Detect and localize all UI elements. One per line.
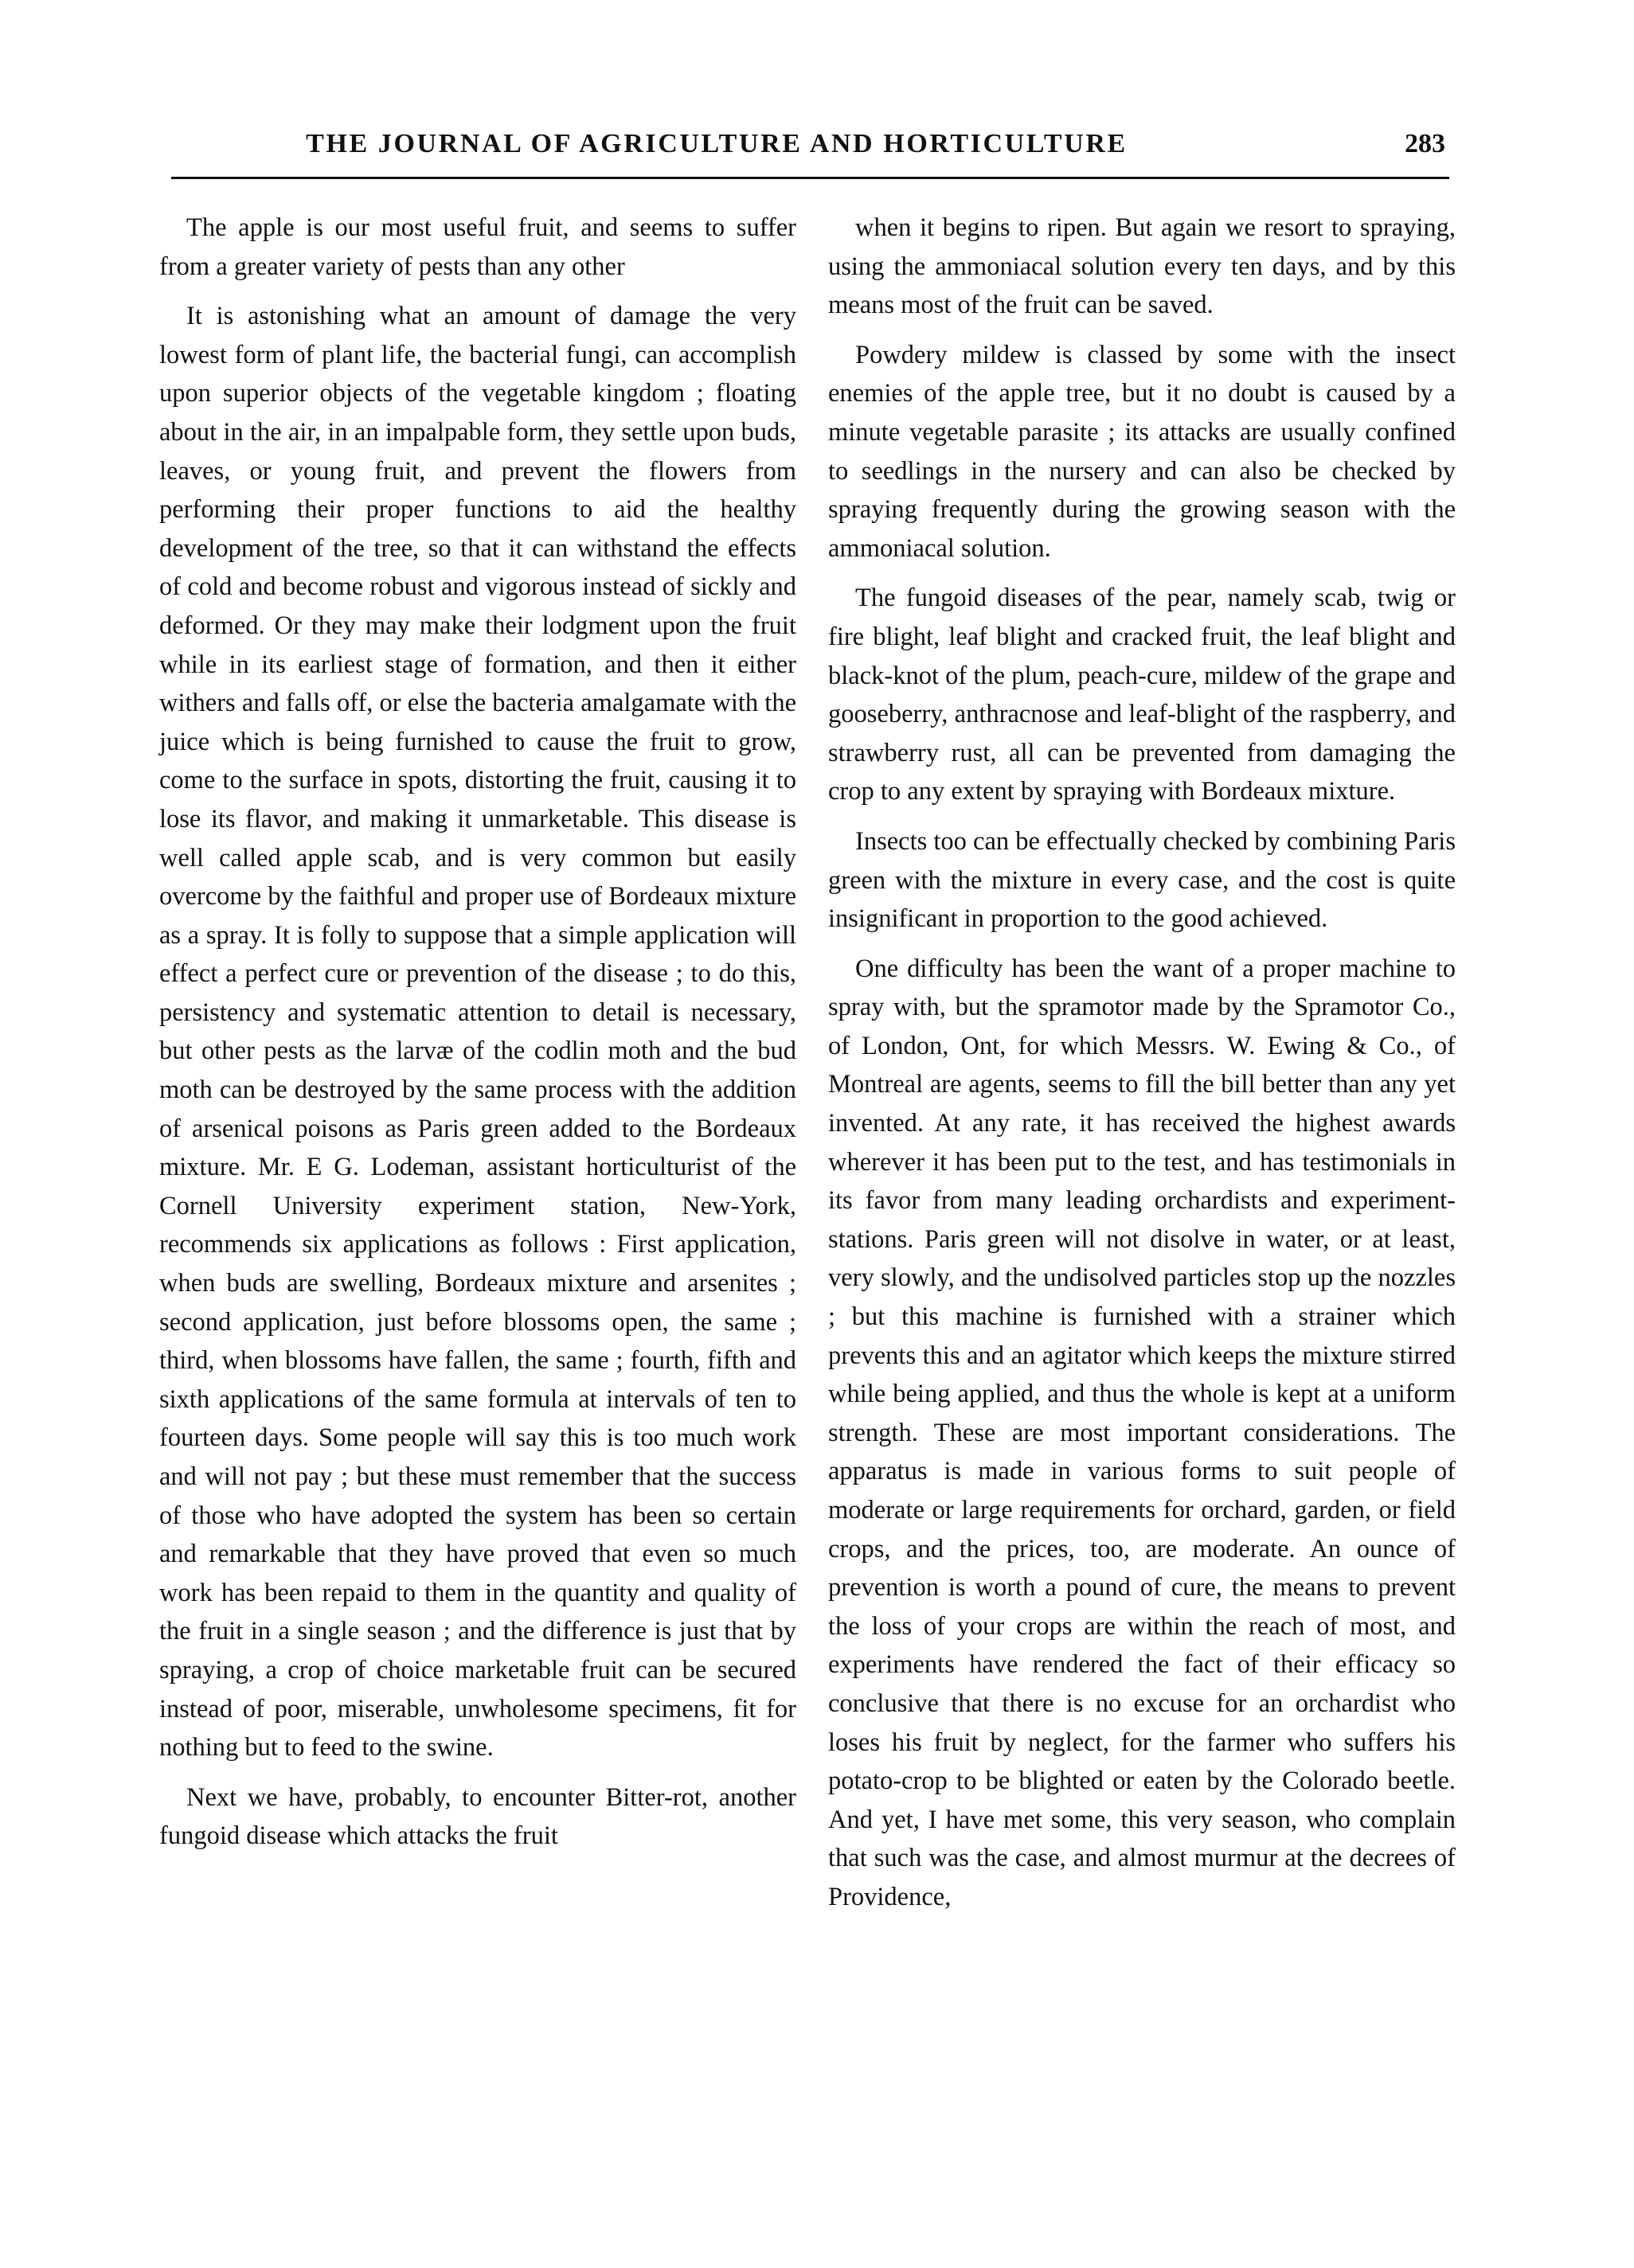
left-column [159, 209, 796, 1856]
paragraph-spramotor: One difficulty has been the want of a proper machine to spray with, but the spramotor made by the Spramotor Co., of London, Ont, for which Messrs. W. Ewing & Co., of Montreal are agents, seems to fill the bill better than any yet invented. At any rate, it has received the highest awards wherever it has been put to the test, and has testimonials in its favor from many leading orchardists and experiment-stations. Paris green will not disolve in water, or at least, very slowly, and the undisolved particles stop up the nozzles ; but this machine is furnished with a strainer which prevents this and an agitator which keeps the mixture stirred while being applied, and thus the whole is kept at a uniform strength. These are most important considerations. The apparatus is made in various forms to suit people of moderate or large requirements for orchard, garden, or field crops, and the prices, too, are moderate. An ounce of prevention is worth a pound of cure, the means to prevent the loss of your crops are within the reach of most, and experiments have rendered the fact of their efficacy so conclusive that there is no excuse for an orchardist who loses his fruit by neglect, for the farmer who suffers his potato-crop to be blighted or eaten by the Colorado beetle. And yet, I have met some, this very season, who complain that such was the case, and almost murmur at the decrees of Providence, [828, 954, 1456, 1911]
paragraph-bacterial-fungi: It is astonishing what an amount of damage the very lowest form of plant life, the bacterial fungi, can accomplish upon superior objects of the vegetable kingdom ; floating about in the air, in an impalpable form, they settle upon buds, leaves, or young fruit, and prevent the flowers from performing their proper functions to aid the healthy development of the tree, so that it can withstand the effects of cold and become robust and vigorous instead of sickly and deformed. Or they may make their lodgment upon the fruit while in its earliest stage of formation, and then it either withers and falls off, or else the bacteria amalgamate with the juice which is being furnished to cause the fruit to grow, come to the surface in spots, distorting the fruit, causing it to lose its flavor, and making it unmarketable. This disease is well called apple scab, and is very common but easily overcome by the faithful and proper use of Bordeaux mixture as a spray. It is folly to suppose that a simple application will effect a perfect cure or prevention of the disease ; to do this, persistency and systematic attention to detail is necessary, but other pests as the larvæ of the codlin moth and the bud moth can be destroyed by the same process with the addition of arsenical poisons as Paris green added to the Bordeaux mixture. Mr. E G. Lodeman, assistant horticulturist of the Cornell University experiment station, New-York, recommends six applications as follows : First application, when buds are swelling, Bordeaux mixture and arsenites ; second application, just before blossoms open, the same ; third, when blossoms have fallen, the same ; fourth, fifth and sixth applications of the same formula at intervals of ten to fourteen days. Some people will say this is too much work and will not pay ; but these must remember that the success of those who have adopted the system has been so certain and remarkable that they have proved that even so much work has been repaid to them in the quantity and quality of the fruit in a single season ; and the difference is just that by spraying, a crop of choice marketable fruit can be secured instead of poor, miserable, unwholesome specimens, fit for nothing but to feed to the swine. [159, 302, 796, 1762]
right-column [828, 209, 1456, 1917]
running-header [171, 126, 1445, 174]
page-number: 283 [1405, 129, 1445, 158]
paragraph-ripening-spray: when it begins to ripen. But again we resort to spraying, using the ammoniacal solution every ten days, and by this means most of the fruit can be saved. [828, 213, 1456, 320]
journal-title: THE JOURNAL OF AGRICULTURE AND HORTICULTURE [306, 129, 1128, 158]
paragraph-apple-pests: The apple is our most useful fruit, and seems to suffer from a greater variety of pests than any other [159, 213, 796, 281]
paragraph-powdery-mildew: Powdery mildew is classed by some with the insect enemies of the apple tree, but it no doubt is caused by a minute vegetable parasite ; its attacks are usually confined to seedlings in the nursery and can also be checked by spraying frequently during the growing season with the ammoniacal solution. [828, 340, 1456, 563]
paragraph-bitter-rot: Next we have, probably, to encounter Bitter-rot, another fungoid disease which attacks the fruit [159, 1782, 796, 1851]
header-rule [171, 177, 1449, 179]
paragraph-fungoid-diseases: The fungoid diseases of the pear, namely scab, twig or fire blight, leaf blight and cracked fruit, the leaf blight and black-knot of the plum, peach-cure, mildew of the grape and gooseberry, anthracnose and leaf-blight of the raspberry, and strawberry rust, all can be prevented from damaging the crop to any extent by spraying with Bordeaux mixture. [828, 584, 1456, 806]
paragraph-insects: Insects too can be effectually checked by combining Paris green with the mixture in every case, and the cost is quite insignificant in proportion to the good achieved. [828, 826, 1456, 934]
